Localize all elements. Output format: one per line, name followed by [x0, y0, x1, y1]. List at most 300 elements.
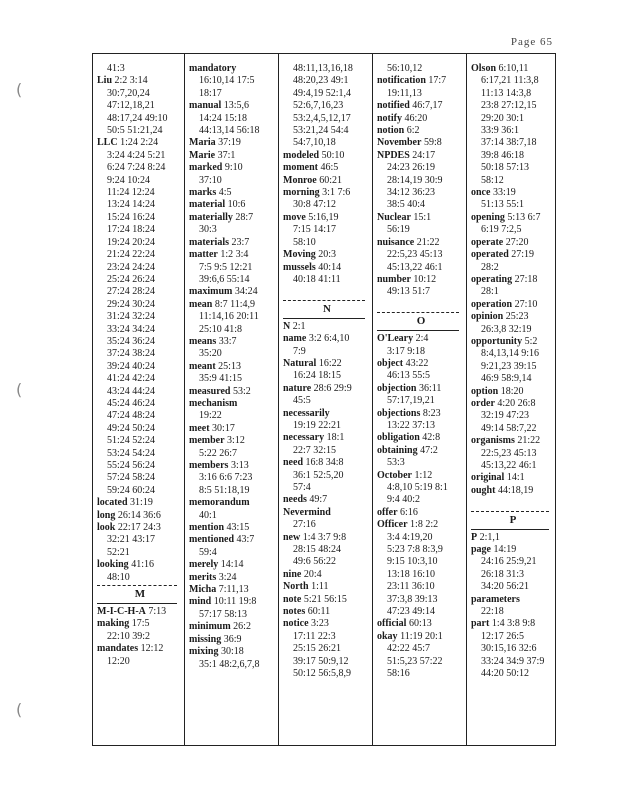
page-line-refs: 53:21,24 54:4	[293, 125, 349, 137]
page-line-refs: 24:16 25:9,21	[481, 556, 537, 568]
index-entry-continuation	[97, 472, 183, 484]
index-term: number	[377, 273, 411, 285]
page-line-refs: 15:24 16:24	[107, 211, 156, 223]
index-column-2	[189, 63, 277, 741]
index-term: modeled	[283, 149, 320, 161]
page-line-refs: 36:9	[223, 633, 242, 645]
index-entry	[189, 435, 277, 447]
index-column-3	[283, 63, 371, 741]
page-line-refs: 47:23 49:14	[387, 606, 436, 618]
page-line-refs: 8:23	[422, 407, 441, 419]
index-term: obligation	[377, 432, 420, 444]
page-line-refs: 26:18 31:3	[481, 568, 525, 580]
page-line-refs: 5:2	[524, 335, 538, 347]
page-line-refs: 14:14	[220, 559, 244, 571]
page-line-refs: 22:5,23 45:13	[481, 447, 537, 459]
index-term: name	[283, 333, 307, 345]
page-line-refs: 55:24 56:24	[107, 460, 156, 471]
column-divider	[278, 54, 279, 745]
index-term: materially	[189, 211, 233, 223]
index-entry-continuation	[97, 348, 183, 360]
page-line-refs: 24:23 26:19	[387, 162, 436, 174]
index-entry	[283, 321, 371, 333]
page-line-refs: 13:18 16:10	[387, 568, 436, 580]
index-entry-continuation	[377, 581, 465, 593]
index-term: option	[471, 385, 499, 397]
page-line-refs: 21:22	[416, 236, 440, 248]
page-line-refs: 14:24 15:18	[199, 112, 248, 124]
index-entry	[283, 457, 371, 469]
index-entry-continuation	[377, 249, 465, 261]
index-entry	[283, 162, 371, 174]
index-entry	[283, 494, 371, 506]
index-entry	[471, 249, 555, 261]
page-line-refs: 60:11	[307, 606, 331, 618]
page-line-refs: 11:19 20:1	[400, 630, 443, 642]
index-entry-continuation	[471, 631, 555, 643]
index-entry	[189, 398, 277, 410]
page-line-refs: 9:10	[224, 162, 243, 174]
index-entry-continuation	[97, 386, 183, 398]
index-entry-continuation	[471, 75, 555, 87]
page-line-refs: 1:11	[311, 581, 329, 593]
index-entry	[471, 299, 555, 311]
index-entry-continuation	[97, 286, 183, 298]
page-line-refs: 42:22 45:7	[387, 643, 431, 655]
index-entry-continuation	[471, 448, 555, 460]
page-line-refs: 60:13	[408, 618, 432, 630]
index-entry-continuation	[189, 75, 277, 87]
index-entry	[189, 361, 277, 373]
index-entry-continuation	[283, 199, 371, 211]
index-entry-continuation	[283, 88, 371, 100]
page-line-refs: 5:22 26:7	[199, 447, 238, 459]
page-line-refs: 46:7,17	[412, 100, 443, 112]
index-term: morning	[283, 187, 320, 199]
page-line-refs: 50:5 51:21,24	[107, 125, 163, 137]
index-entry-continuation	[189, 510, 277, 522]
page-line-refs: 12:17 26:5	[481, 630, 525, 642]
index-entry	[283, 569, 371, 581]
index-entry	[471, 485, 555, 497]
letter-section-header	[377, 311, 465, 333]
letter-section-header	[97, 584, 183, 606]
index-entry	[283, 618, 371, 630]
letter-section-header	[283, 299, 371, 321]
page-line-refs: 30:8 47:12	[293, 199, 337, 211]
index-entry-continuation	[97, 534, 183, 546]
column-divider	[372, 54, 373, 745]
page-line-refs: 49:6 56:22	[293, 556, 337, 568]
page-line-refs: 13:22 37:13	[387, 419, 436, 431]
index-entry	[189, 497, 277, 509]
index-entry-continuation	[377, 606, 465, 618]
page-line-refs: 31:24 32:24	[107, 311, 156, 323]
index-term: once	[471, 187, 491, 199]
punch-hole-mark: (	[16, 380, 23, 399]
page-line-refs: 6:17,21 11:3,8	[481, 75, 539, 87]
index-entry-continuation	[283, 445, 371, 457]
index-term: mechanism	[189, 397, 238, 409]
index-term: offer	[377, 506, 398, 518]
index-entry	[377, 618, 465, 630]
page-line-refs: 40:18 41:11	[293, 273, 341, 285]
index-entry	[189, 522, 277, 534]
page-line-refs: 16:24 18:15	[293, 370, 342, 382]
index-entry	[283, 150, 371, 162]
page-line-refs: 28:1	[481, 286, 499, 298]
index-entry	[189, 162, 277, 174]
page-line-refs: 49:14 58:7,22	[481, 422, 537, 434]
page-line-refs: 43:22	[405, 357, 429, 369]
index-entry-continuation	[97, 485, 183, 497]
index-entry-continuation	[377, 668, 465, 680]
letter-heading: M	[134, 588, 146, 601]
index-entry-continuation	[471, 361, 555, 373]
page-line-refs: 20:4	[303, 568, 322, 580]
page-line-refs: 56:19	[387, 224, 410, 236]
index-term: objection	[377, 382, 417, 394]
page-line-refs: 26:3,8 32:19	[481, 323, 532, 335]
page-line-refs: 6:16	[400, 506, 418, 518]
index-term: nine	[283, 568, 302, 580]
index-term: objections	[377, 407, 421, 419]
index-entry	[283, 212, 371, 224]
index-term: needs	[283, 494, 307, 506]
page-line-refs: 29:20 30:1	[481, 112, 525, 124]
page-line-refs: 33:7	[218, 335, 237, 347]
index-entry-continuation	[97, 299, 183, 311]
index-entry-continuation	[97, 249, 183, 261]
index-entry-continuation	[471, 224, 555, 236]
index-entry-continuation	[471, 643, 555, 655]
page-line-refs: 13:5,6	[223, 100, 250, 112]
index-term: mixing	[189, 646, 219, 658]
index-entry-continuation	[283, 75, 371, 87]
page-line-refs: 59:24 60:24	[107, 484, 156, 496]
page-line-refs: 49:4,19 52:1,4	[293, 87, 352, 99]
index-entry-continuation	[97, 63, 183, 75]
page-line-refs	[481, 497, 484, 508]
index-entry-continuation	[471, 199, 555, 211]
index-entry-continuation	[377, 457, 465, 469]
page-line-refs: 28:14,19 30:9	[387, 174, 443, 186]
index-term: Micha	[189, 584, 217, 596]
index-term: material	[189, 199, 226, 211]
index-entry-continuation	[283, 346, 371, 358]
index-term: organisms	[471, 435, 515, 447]
index-term: look	[97, 522, 116, 534]
index-entry	[283, 262, 371, 274]
index-entry	[189, 634, 277, 646]
index-entry	[471, 472, 555, 484]
page-line-refs: 50:10	[321, 149, 345, 161]
index-term: located	[97, 497, 128, 509]
page-line-refs: 39:6,6 55:14	[199, 273, 250, 285]
page-line-refs: 35:20	[199, 348, 222, 360]
page-line-refs: 3:16 6:6 7:23	[199, 472, 253, 484]
index-entry-continuation	[283, 370, 371, 382]
index-entry	[97, 618, 183, 630]
page-line-refs: 25:23	[505, 311, 529, 323]
page-line-refs: 50:12 56:5,8,9	[293, 668, 352, 680]
index-entry-continuation	[471, 262, 555, 274]
index-entry-continuation	[283, 668, 371, 680]
page-line-refs: 6:24 7:24 8:24	[107, 162, 166, 174]
index-term: notified	[377, 100, 410, 112]
index-entry	[283, 187, 371, 199]
page-line-refs: 33:24 34:9 37:9	[481, 655, 545, 667]
index-entry-continuation	[189, 373, 277, 385]
index-entry-continuation	[471, 581, 555, 593]
page-line-refs: 34:24	[234, 286, 258, 298]
index-entry	[189, 249, 277, 261]
index-entry-continuation	[377, 299, 465, 311]
index-entry-continuation	[189, 348, 277, 360]
index-term: notes	[283, 606, 306, 618]
page-line-refs: 28:6 29:9	[313, 382, 352, 394]
page-line-refs: 23:8 27:12,15	[481, 100, 537, 112]
page-line-refs: 38:5 40:4	[387, 199, 426, 211]
index-entry	[189, 187, 277, 199]
letter-heading: O	[416, 315, 426, 328]
page-line-refs: 29:24 30:24	[107, 298, 156, 310]
page-line-refs: 51:13 55:1	[481, 199, 525, 211]
index-entry-continuation	[189, 125, 277, 137]
page-line-refs: 19:19 22:21	[293, 419, 342, 431]
index-term: materials	[189, 236, 229, 248]
index-entry	[189, 336, 277, 348]
index-term: part	[471, 618, 490, 630]
page-line-refs: 37:3,8 39:13	[387, 593, 438, 605]
page-line-refs: 22:10 39:2	[107, 630, 151, 642]
index-term: okay	[377, 630, 398, 642]
index-entry	[471, 237, 555, 249]
index-entry-continuation	[97, 324, 183, 336]
index-entry	[189, 584, 277, 596]
page-line-refs: 30:3	[199, 224, 217, 236]
index-entry-continuation	[97, 311, 183, 323]
index-term: marks	[189, 187, 217, 199]
index-entry	[283, 383, 371, 395]
page-line-refs: 26:2	[233, 621, 251, 633]
page-line-refs: 43:15	[226, 522, 250, 534]
index-term: Moving	[283, 249, 316, 261]
page-line-refs: 15:1	[413, 211, 432, 223]
index-entry-continuation	[189, 224, 277, 236]
index-entry-continuation	[377, 420, 465, 432]
page-line-refs: 11:24 12:24	[107, 187, 155, 199]
index-entry	[377, 470, 465, 482]
index-entry-continuation	[189, 547, 277, 559]
page-line-refs: 9:15 10:3,10	[387, 556, 438, 568]
index-entry-continuation	[283, 519, 371, 531]
page-line-refs: 46:5	[320, 162, 339, 174]
page-line-refs: 2:1,1	[479, 531, 500, 543]
index-entry-continuation	[377, 544, 465, 556]
page-line-refs: 56:10,12	[387, 63, 423, 74]
index-entry-continuation	[377, 594, 465, 606]
index-term: necessarily	[283, 407, 330, 419]
page-line-refs: 10:6	[227, 199, 246, 211]
index-term: making	[97, 618, 130, 630]
page-line-refs	[236, 63, 239, 74]
index-entry-continuation	[471, 556, 555, 568]
index-entry-continuation	[377, 162, 465, 174]
index-entry	[283, 333, 371, 345]
page-line-refs: 47:12,18,21	[107, 100, 155, 112]
index-term: order	[471, 397, 495, 409]
column-divider	[466, 54, 467, 745]
page-line-refs: 35:24 36:24	[107, 335, 156, 347]
index-entry-continuation	[97, 572, 183, 584]
page-line-refs: 19:11,13	[387, 87, 422, 99]
index-entry	[97, 643, 183, 655]
page-line-refs: 23:24 24:24	[107, 261, 156, 273]
index-entry-continuation	[283, 656, 371, 668]
index-entry-continuation	[377, 262, 465, 274]
page-line-refs: 36:1 52:5,20	[293, 469, 344, 481]
page-number: Page 65	[510, 36, 553, 48]
page-line-refs: 25:15 26:21	[293, 643, 342, 655]
index-entry-continuation	[471, 569, 555, 581]
index-entry-continuation	[97, 460, 183, 472]
page-line-refs: 53:2,4,5,12,17	[293, 112, 351, 124]
page-line-refs: 30:7,20,24	[107, 87, 150, 99]
index-entry	[377, 100, 465, 112]
index-term: parameters	[471, 593, 520, 605]
index-entry	[283, 358, 371, 370]
page-line-refs: 37:14 38:7,18	[481, 137, 537, 149]
page-line-refs: 49:24 50:24	[107, 422, 156, 434]
page-line-refs: 37:24 38:24	[107, 348, 156, 360]
index-entry	[283, 532, 371, 544]
index-entry-continuation	[97, 398, 183, 410]
page-line-refs: 17:7	[428, 75, 447, 87]
index-term: object	[377, 357, 404, 369]
index-entry-continuation	[471, 324, 555, 336]
index-entry	[471, 618, 555, 630]
page-line-refs: 59:4	[199, 546, 217, 558]
index-entry-continuation	[283, 395, 371, 407]
page-line-refs: 9:24 10:24	[107, 174, 151, 186]
index-entry-continuation	[377, 187, 465, 199]
index-term: Liu	[97, 75, 113, 87]
page-line-refs: 48:10	[107, 571, 130, 583]
page-line-refs: 10:11 19:8	[213, 596, 257, 608]
page-line-refs: 26:14 36:6	[117, 509, 161, 521]
page-line-refs: 57:17,19,21	[387, 395, 435, 407]
index-entry	[189, 212, 277, 224]
index-term: Olson	[471, 63, 497, 74]
index-entry-continuation	[471, 460, 555, 472]
index-entry	[377, 358, 465, 370]
index-entry-continuation	[377, 370, 465, 382]
page-line-refs: 9:21,23 39:15	[481, 360, 537, 372]
index-term: November	[377, 137, 422, 149]
index-entry	[189, 237, 277, 249]
page-line-refs: 7:13	[148, 606, 167, 618]
page-line-refs: 10:12	[413, 273, 437, 285]
page-line-refs: 3:4 4:19,20	[387, 531, 433, 543]
index-term: operated	[471, 249, 509, 261]
index-entry	[97, 559, 183, 571]
index-entry	[377, 507, 465, 519]
page-line-refs: 35:1 48:2,6,7,8	[199, 658, 260, 670]
index-entry-continuation	[189, 659, 277, 671]
index-entry-continuation	[189, 113, 277, 125]
index-entry-continuation	[377, 494, 465, 506]
page-line-refs: 2:2 3:14	[114, 75, 148, 87]
index-entry-continuation	[97, 224, 183, 236]
index-entry-continuation	[189, 410, 277, 422]
index-entry	[471, 532, 555, 544]
index-term: mentioned	[189, 534, 234, 546]
index-entry	[471, 336, 555, 348]
index-entry-continuation	[283, 63, 371, 75]
index-term: moment	[283, 162, 318, 174]
page-line-refs: 11:14,16 20:11	[199, 311, 259, 323]
index-entry	[377, 125, 465, 137]
page-line-refs: 57:17 58:13	[199, 608, 248, 620]
page-line-refs: 28:2	[481, 261, 499, 273]
page-line-refs: 22:17 24:3	[117, 522, 161, 534]
index-entry	[189, 150, 277, 162]
index-column-4	[377, 63, 465, 741]
index-entry-continuation	[97, 274, 183, 286]
index-term: member	[189, 435, 225, 447]
index-entry	[471, 594, 555, 606]
page-line-refs: 11:13 14:3,8	[481, 87, 532, 99]
index-entry	[471, 274, 555, 286]
page-line-refs: 27:16	[293, 519, 316, 531]
index-term: mandates	[97, 643, 139, 655]
page-line-refs: 6:19 7:2,5	[481, 224, 522, 236]
page-line-refs: 18:17	[199, 87, 222, 99]
page-line-refs: 50:18 57:13	[481, 162, 530, 174]
page-line-refs: 53:3	[387, 457, 405, 469]
page-line-refs: 21:24 22:24	[107, 249, 156, 261]
index-term: mandatory	[189, 63, 237, 74]
index-entry-continuation	[97, 113, 183, 125]
index-entry	[283, 175, 371, 187]
index-entry	[471, 435, 555, 447]
index-term: new	[283, 531, 301, 543]
index-entry-continuation	[283, 100, 371, 112]
index-term: merely	[189, 559, 219, 571]
index-term: NPDES	[377, 149, 410, 161]
page-line-refs: 25:24 26:24	[107, 273, 156, 285]
index-entry-continuation	[97, 361, 183, 373]
page-line-refs: 33:24 34:24	[107, 323, 156, 335]
index-entry-continuation	[189, 609, 277, 621]
page-line-refs: 39:17 50:9,12	[293, 655, 349, 667]
index-column-1	[97, 63, 183, 741]
page-line-refs: 18:1	[326, 432, 345, 444]
page-line-refs: 2:1	[292, 320, 306, 332]
index-entry-continuation	[283, 470, 371, 482]
index-entry	[377, 75, 465, 87]
index-term: meet	[189, 422, 210, 434]
page-line-refs: 31:19	[130, 497, 153, 509]
punch-hole-mark: (	[16, 700, 23, 719]
index-term: Marie	[189, 149, 216, 161]
index-entry	[189, 646, 277, 658]
index-term: Nuclear	[377, 211, 411, 223]
index-entry	[283, 606, 371, 618]
page-line-refs	[237, 398, 240, 409]
index-entry	[189, 621, 277, 633]
